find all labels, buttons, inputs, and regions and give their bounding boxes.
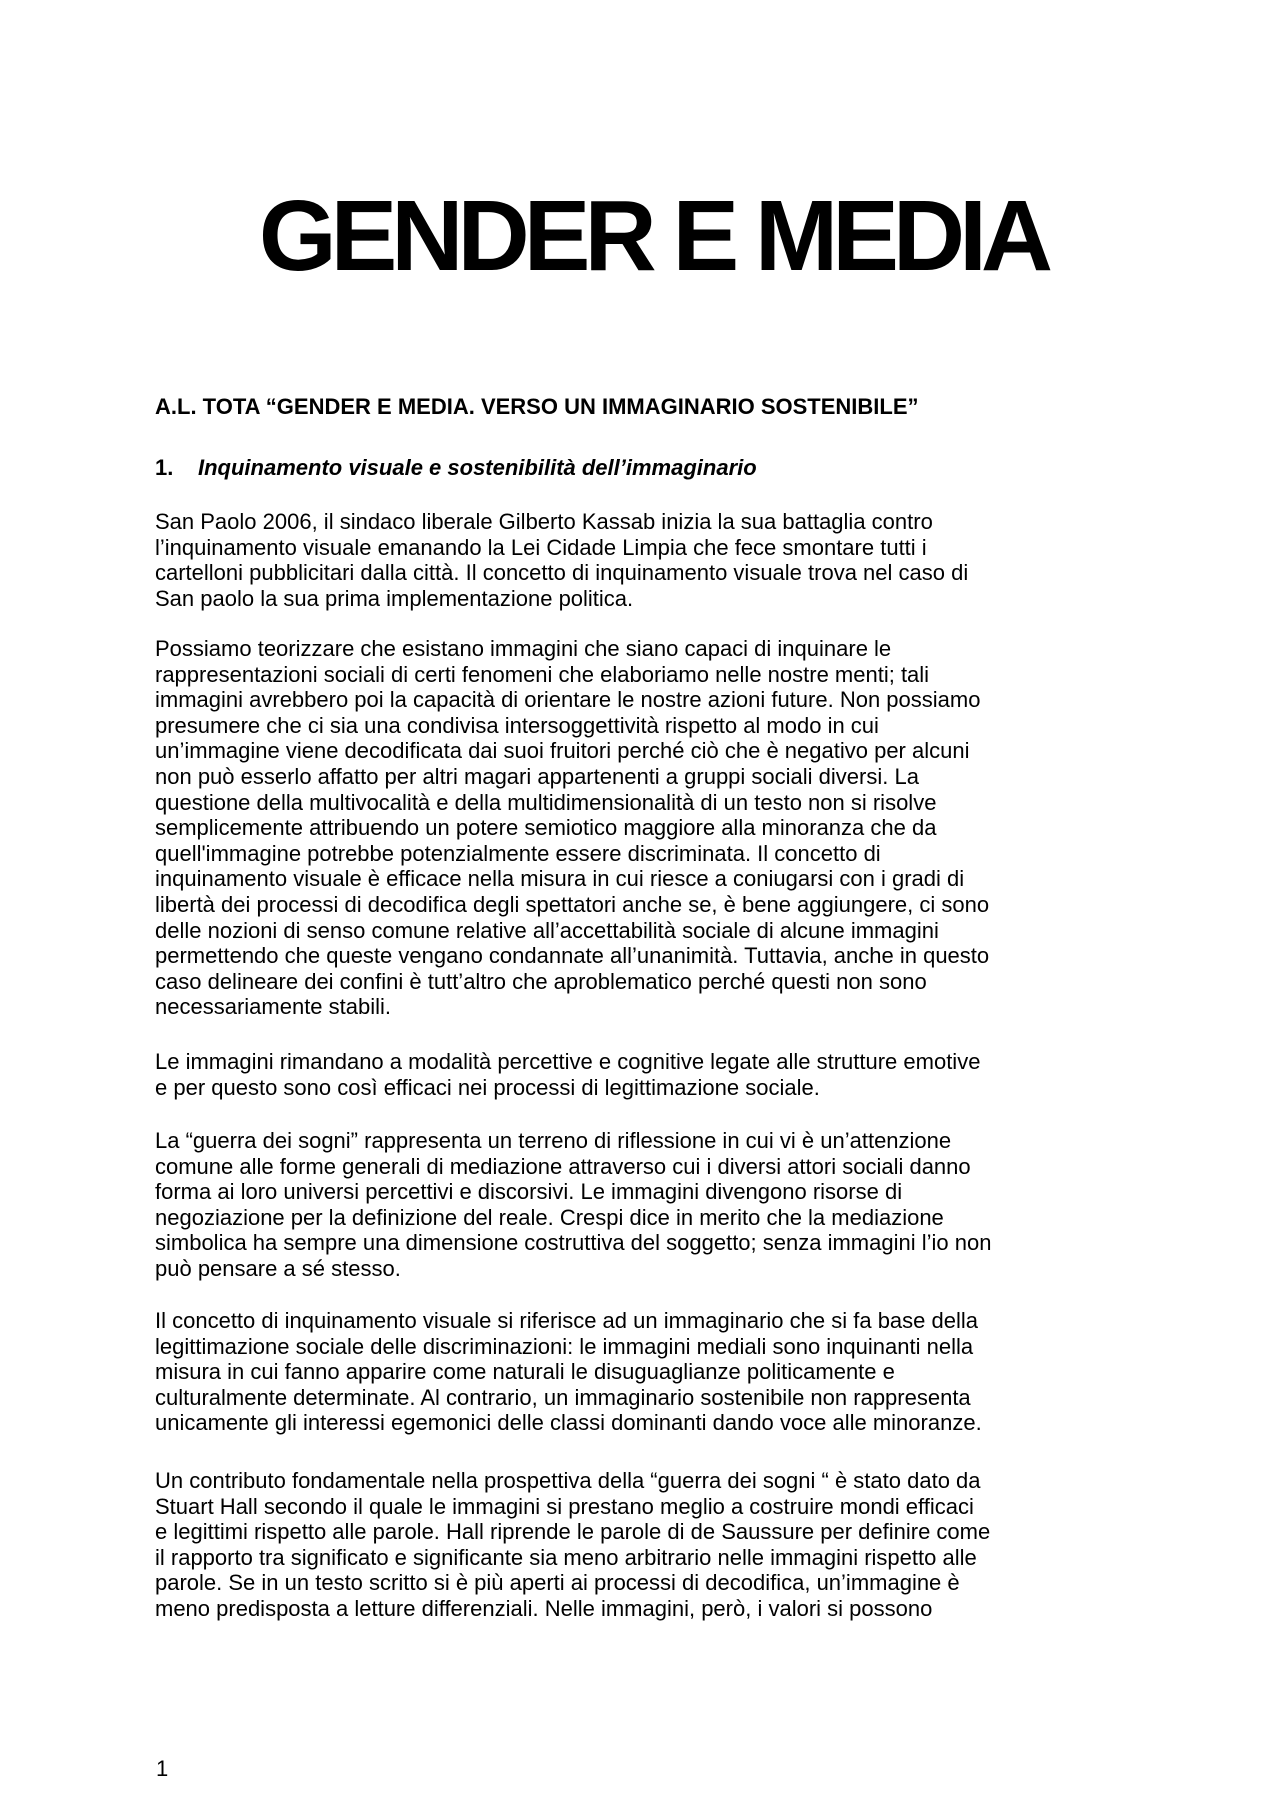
text-line: Il concetto di inquinamento visuale si riferisce ad un immaginario che si fa base della — [155, 1308, 978, 1333]
text-line: inquinamento visuale è efficace nella misura in cui riesce a coniugarsi con i gradi di — [155, 866, 965, 892]
text-line: semplicemente attribuendo un potere semiotico maggiore alla minoranza che da — [155, 815, 937, 841]
text-line: Stuart Hall secondo il quale le immagini si prestano meglio a costruire mondi efficaci — [155, 1493, 974, 1519]
text-line: permettendo che queste vengano condannate all’unanimità. Tuttavia, anche in questo — [155, 943, 990, 969]
text-line: misura in cui fanno apparire come naturali le disuguaglianze politicamente e — [155, 1359, 895, 1385]
paragraph — [155, 636, 989, 1020]
text-line: Possiamo teorizzare che esistano immagini che siano capaci di inquinare le — [155, 636, 892, 661]
text-line: parole. Se in un testo scritto si è più aperti ai processi di decodifica, un’immagine è — [155, 1570, 960, 1596]
text-line: San paolo la sua prima implementazione politica. — [155, 585, 634, 611]
text-line: Le immagini rimandano a modalità percettive e cognitive legate alle strutture emotive — [155, 1049, 981, 1074]
text-line: cartelloni pubblicitari dalla città. Il concetto di inquinamento visuale trova nel caso di — [155, 560, 969, 586]
text-line: comune alle forme generali di mediazione attraverso cui i diversi attori sociali danno — [155, 1153, 971, 1179]
text-line: libertà dei processi di decodifica degli spettatori anche se, è bene aggiungere, ci sono — [155, 891, 990, 917]
text-line: rappresentazioni sociali di certi fenomeni che elaboriamo nelle nostre menti; tali — [155, 661, 930, 687]
text-line: presumere che ci sia una condivisa intersoggettività rispetto al modo in cui — [155, 712, 879, 738]
section-title: Inquinamento visuale e sostenibilità dell’immaginario — [198, 455, 757, 480]
text-line: necessariamente stabili. — [155, 994, 392, 1020]
section-heading — [155, 455, 757, 481]
text-line: un’immagine viene decodificata dai suoi fruitori perché ciò che è negativo per alcuni — [155, 738, 970, 764]
document-title: GENDER E MEDIA — [258, 180, 1048, 292]
text-line: immagini avrebbero poi la capacità di orientare le nostre azioni future. Non possiamo — [155, 687, 981, 713]
paragraph — [155, 1128, 991, 1282]
paragraph — [155, 1049, 980, 1100]
text-line: quell'immagine potrebbe potenzialmente essere discriminata. Il concetto di — [155, 840, 881, 866]
text-line: forma ai loro universi percettivi e discorsivi. Le immagini divengono risorse di — [155, 1179, 903, 1205]
text-line: legittimazione sociale delle discriminazioni: le immagini mediali sono inquinanti nella — [155, 1333, 974, 1359]
chapter-heading: A.L. TOTA “GENDER E MEDIA. VERSO UN IMMAGINARIO SOSTENIBILE” — [155, 394, 919, 419]
text-line: San Paolo 2006, il sindaco liberale Gilberto Kassab inizia la sua battaglia contro — [155, 509, 933, 534]
text-line: culturalmente determinate. Al contrario, un immaginario sostenibile non rappresenta — [155, 1384, 971, 1410]
text-line: questione della multivocalità e della multidimensionalità di un testo non si risolve — [155, 789, 937, 815]
page-number: 1 — [156, 1756, 169, 1781]
text-line: non può esserlo affatto per altri magari appartenenti a gruppi sociali diversi. La — [155, 763, 919, 789]
text-line: il rapporto tra significato e significante sia meno arbitrario nelle immagini rispetto alle — [155, 1544, 977, 1570]
text-line: La “guerra dei sogni” rappresenta un terreno di riflessione in cui vi è un’attenzione — [155, 1128, 952, 1153]
text-line: l’inquinamento visuale emanando la Lei Cidade Limpia che fece smontare tutti i — [155, 534, 927, 560]
text-line: negoziazione per la definizione del reale. Crespi dice in merito che la mediazione — [155, 1204, 944, 1230]
text-line: caso delineare dei confini è tutt’altro che aproblematico perché questi non sono — [155, 968, 927, 994]
paragraph — [155, 1468, 990, 1622]
text-line: può pensare a sé stesso. — [155, 1255, 401, 1281]
section-number: 1. — [155, 455, 174, 480]
text-line: simbolica ha sempre una dimensione costruttiva del soggetto; senza immagini l’io non — [155, 1230, 992, 1256]
text-line: Un contributo fondamentale nella prospettiva della “guerra dei sogni “ è stato dato da — [155, 1468, 981, 1493]
paragraph — [155, 509, 968, 611]
text-line: e legittimi rispetto alle parole. Hall riprende le parole di de Saussure per definire come — [155, 1519, 991, 1545]
paragraph — [155, 1308, 982, 1436]
text-line: e per questo sono così efficaci nei processi di legittimazione sociale. — [155, 1074, 820, 1100]
text-line: meno predisposta a letture differenziali. Nelle immagini, però, i valori si possono — [155, 1595, 933, 1621]
text-line: delle nozioni di senso comune relative all’accettabilità sociale di alcune immagini — [155, 917, 939, 943]
text-line: unicamente gli interessi egemonici delle classi dominanti dando voce alle minoranze. — [155, 1410, 982, 1436]
